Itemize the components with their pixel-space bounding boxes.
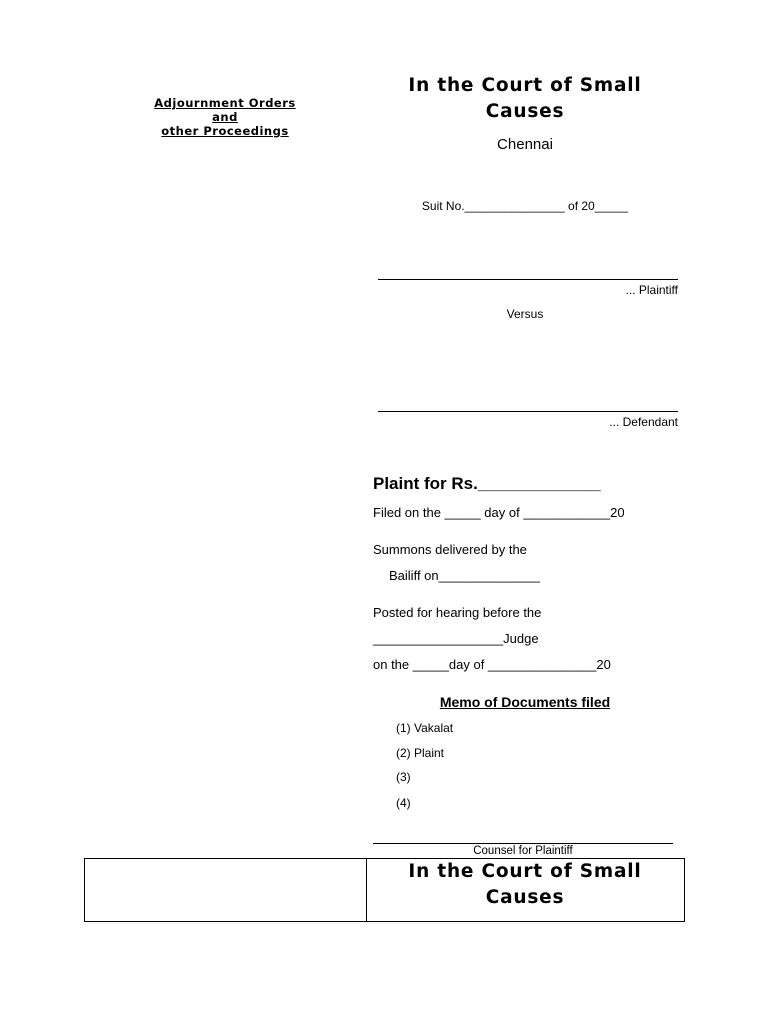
memo-item: (4) bbox=[396, 796, 411, 810]
court-title-line1: In the Court of Small bbox=[408, 75, 642, 96]
bottom-court-title-line2: Causes bbox=[485, 887, 565, 908]
court-title-line2: Causes bbox=[485, 101, 565, 122]
adjournment-heading-line2: and bbox=[212, 110, 238, 124]
versus-label: Versus bbox=[506, 307, 544, 321]
adjournment-heading-line3: other Proceedings bbox=[161, 124, 289, 138]
defendant-label: ... Defendant bbox=[609, 415, 678, 429]
defendant-name-line bbox=[378, 411, 678, 412]
filed-on-line: Filed on the _____ day of ____________20 bbox=[373, 505, 625, 520]
counsel-signature-line bbox=[373, 843, 673, 844]
memo-item: (1) Vakalat bbox=[396, 721, 454, 735]
counsel-label: Counsel for Plaintiff bbox=[473, 845, 573, 857]
plaintiff-label: ... Plaintiff bbox=[625, 283, 678, 297]
posted-line2: __________________Judge bbox=[373, 631, 539, 646]
summons-line2: Bailiff on______________ bbox=[389, 568, 540, 583]
memo-item: (2) Plaint bbox=[396, 746, 445, 760]
posted-line3: on the _____day of _______________20 bbox=[373, 657, 611, 672]
memo-heading: Memo of Documents filed bbox=[439, 694, 611, 710]
adjournment-heading-line1: Adjournment Orders bbox=[154, 96, 296, 110]
plaint-amount: Plaint for Rs._____________ bbox=[373, 474, 601, 493]
plaintiff-name-line bbox=[378, 279, 678, 280]
court-city: Chennai bbox=[497, 136, 553, 153]
posted-line1: Posted for hearing before the bbox=[373, 605, 542, 620]
summons-line1: Summons delivered by the bbox=[373, 542, 527, 557]
suit-number: Suit No._______________ of 20_____ bbox=[421, 199, 629, 213]
bottom-court-title-line1: In the Court of Small bbox=[408, 861, 642, 882]
memo-item: (3) bbox=[396, 770, 411, 784]
